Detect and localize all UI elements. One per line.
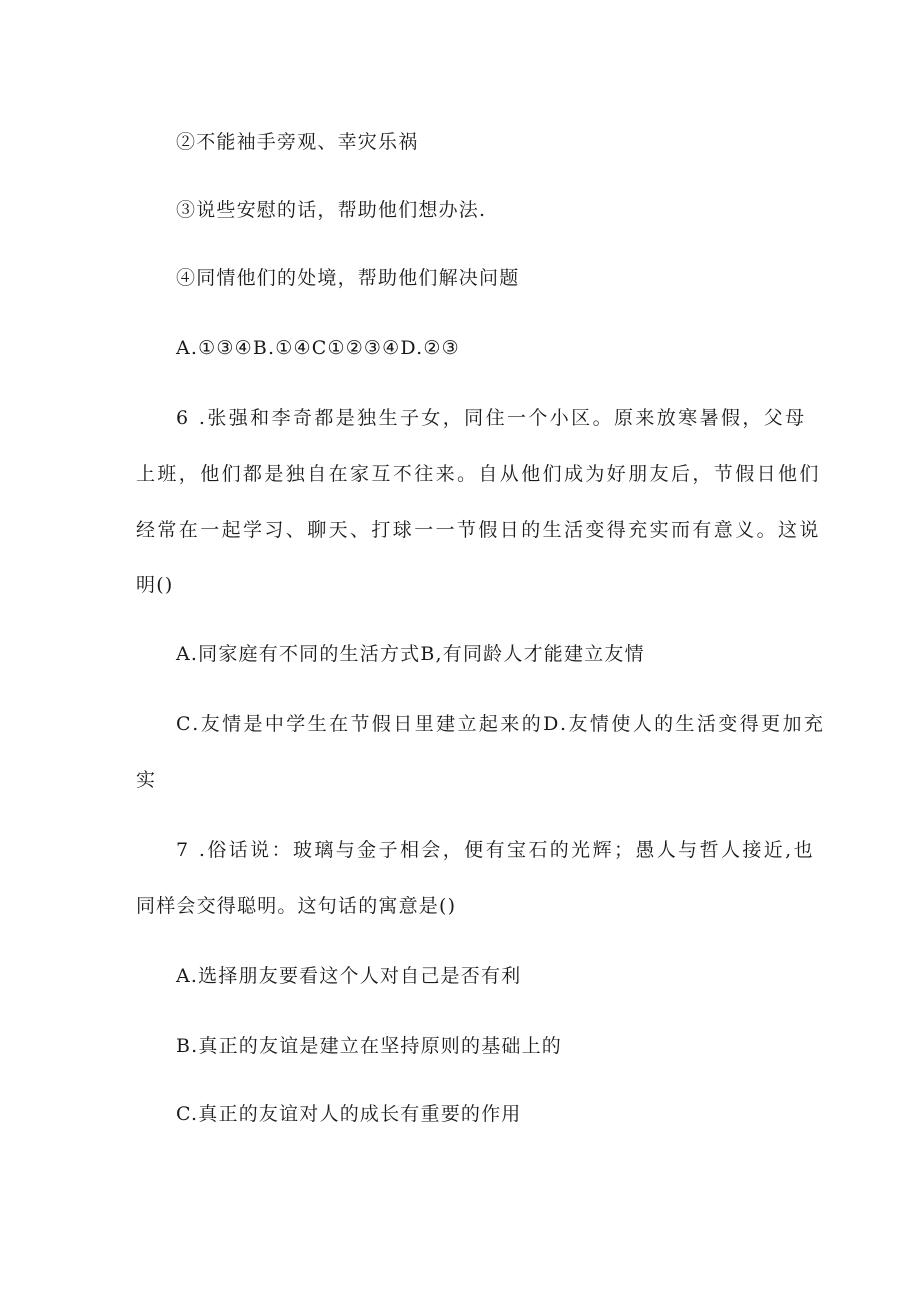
q7-stem-line-2: 同样会交得聪明。这句话的寓意是() (136, 895, 457, 917)
q6-choices-ab: A.同家庭有不同的生活方式B,有同龄人才能建立友情 (176, 643, 645, 665)
q7-option-b: B.真正的友谊是建立在坚持原则的基础上的 (176, 1035, 563, 1057)
q6-choices-cd-line-2: 实 (136, 769, 157, 791)
q6-choices-cd-line-1: C.友情是中学生在节假日里建立起来的D.友情使人的生活变得更加充 (176, 713, 826, 735)
q5-option-4: ④同情他们的处境，帮助他们解决问题 (176, 267, 520, 289)
q6-stem-line-1: 6 .张强和李奇都是独生子女，同住一个小区。原来放寒暑假，父母 (176, 407, 807, 429)
q6-stem-line-2: 上班，他们都是独自在家互不往来。自从他们成为好朋友后，节假日他们 (136, 463, 821, 485)
q5-option-2: ②不能袖手旁观、幸灾乐祸 (176, 131, 419, 153)
q5-option-3: ③说些安慰的话，帮助他们想办法. (176, 199, 487, 221)
q7-option-c: C.真正的友谊对人的成长有重要的作用 (176, 1103, 522, 1125)
q6-stem-line-4: 明() (136, 574, 174, 596)
q7-stem-line-1: 7 .俗话说：玻璃与金子相会，便有宝石的光辉；愚人与哲人接近,也 (176, 839, 816, 861)
q6-stem-line-3: 经常在一起学习、聊天、打球一一节假日的生活变得充实而有意义。这说 (136, 519, 821, 541)
q7-option-a: A.选择朋友要看这个人对自己是否有利 (176, 965, 522, 987)
q5-choices: A.①③④B.①④C①②③④D.②③ (176, 337, 460, 359)
